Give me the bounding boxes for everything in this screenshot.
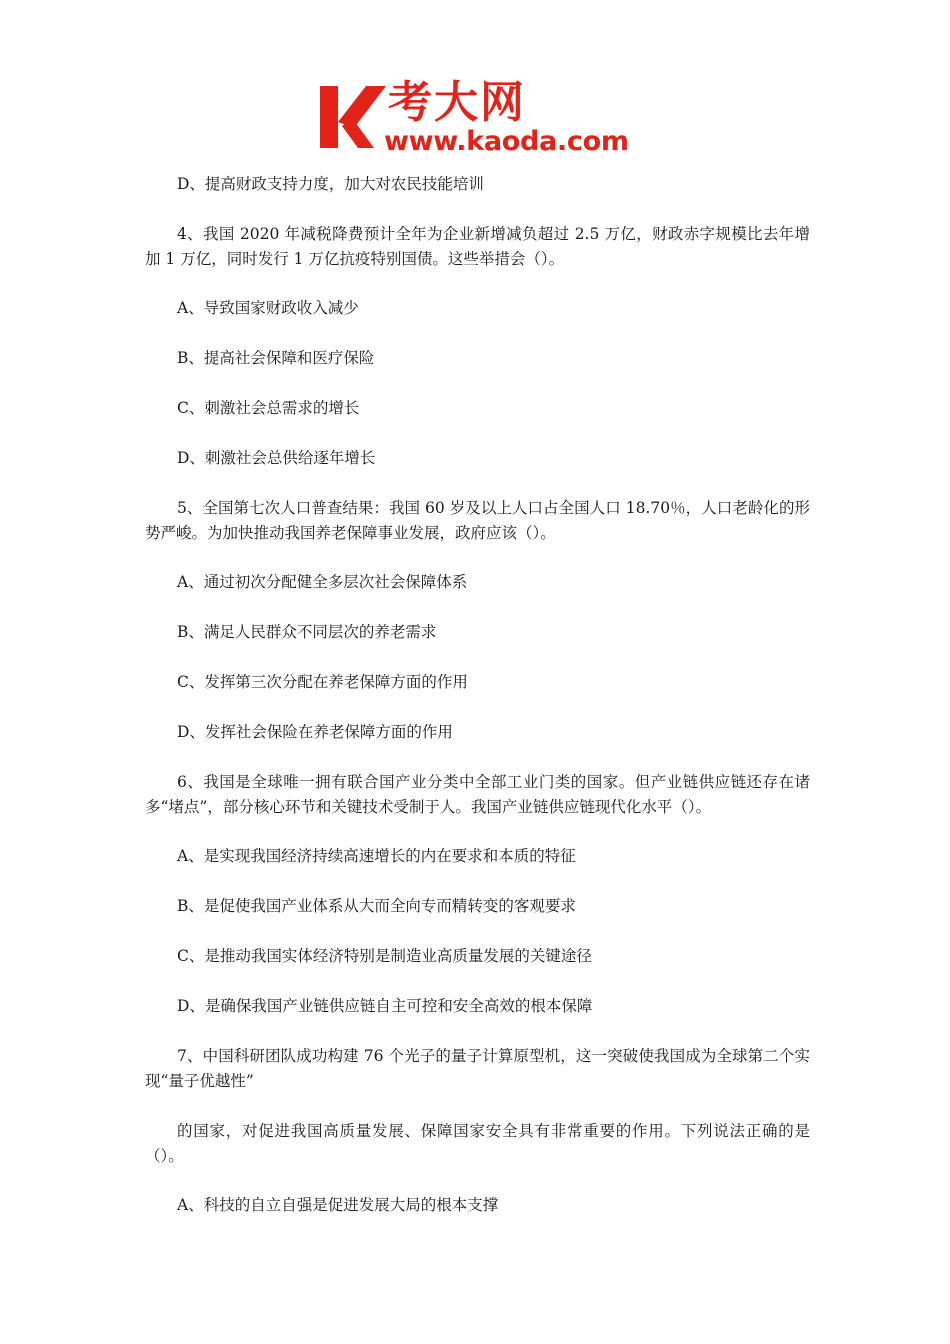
q5-option-a: A、通过初次分配健全多层次社会保障体系: [177, 573, 468, 591]
q7-stem-part2: 的国家，对促进我国高质量发展、保障国家安全具有非常重要的作用。下列说法正确的是（）。: [145, 1122, 810, 1165]
q6-option-d: D、是确保我国产业链供应链自主可控和安全高效的根本保障: [177, 997, 593, 1015]
q6-option-b: B、是促使我国产业体系从大而全向专而精转变的客观要求: [177, 897, 576, 915]
q6-stem: 6、我国是全球唯一拥有联合国产业分类中全部工业门类的国家。但产业链供应链还存在诸多“堵点”，部分核心环节和关键技术受制于人。我国产业链供应链现代化水平（）。: [145, 773, 810, 816]
logo-brand-text: 考大网: [388, 77, 526, 128]
q5-stem: 5、全国第七次人口普查结果：我国 60 岁及以上人口占全国人口 18.70％，人口老龄化的形势严峻。为加快推动我国养老保障事业发展，政府应该（）。: [145, 499, 810, 542]
q3-option-d: D、提高财政支持力度，加大对农民技能培训: [177, 175, 484, 193]
q4-option-d: D、刺激社会总供给逐年增长: [177, 449, 376, 467]
q7-option-a: A、科技的自立自强是促进发展大局的根本支撑: [177, 1196, 499, 1214]
kaoda-logo: [318, 77, 638, 160]
q7-stem-part1: 7、中国科研团队成功构建 76 个光子的量子计算原型机，这一突破使我国成为全球第二个实现“量子优越性”: [145, 1047, 810, 1090]
k-logo-icon: [318, 82, 390, 154]
q6-option-a: A、是实现我国经济持续高速增长的内在要求和本质的特征: [177, 847, 576, 865]
q6-option-c: C、是推动我国实体经济特别是制造业高质量发展的关键途径: [177, 947, 592, 965]
logo-url-text: www.kaoda.com: [384, 126, 629, 157]
q5-option-b: B、满足人民群众不同层次的养老需求: [177, 623, 437, 641]
q4-option-c: C、刺激社会总需求的增长: [177, 399, 360, 417]
q5-option-c: C、发挥第三次分配在养老保障方面的作用: [177, 673, 468, 691]
q5-option-d: D、发挥社会保险在养老保障方面的作用: [177, 723, 453, 741]
q4-option-b: B、提高社会保障和医疗保险: [177, 349, 375, 367]
q4-stem: 4、我国 2020 年减税降费预计全年为企业新增减负超过 2.5 万亿，财政赤字规模比去年增加 1 万亿，同时发行 1 万亿抗疫特别国债。这些举措会（）。: [145, 225, 810, 268]
q4-option-a: A、导致国家财政收入减少: [177, 299, 359, 317]
